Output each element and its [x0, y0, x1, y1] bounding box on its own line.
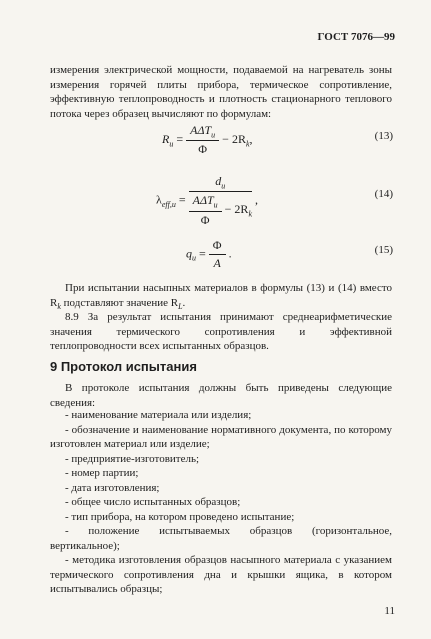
list-item: - положение испытываемых образцов (горизонтальное, вертикальное);	[50, 525, 392, 552]
equation-14: $\lambda_{eff,u}$ = $d_u$ $\frac{A\Delta T_u}{\Phi}$ − $2R_k$ , (14)	[156, 174, 393, 227]
list-item: - предприятие-изготовитель;	[65, 452, 200, 465]
list-item: - наименование материала или изделия;	[65, 409, 252, 421]
equation-15-number: (15)	[374, 244, 393, 256]
list-item: - тип прибора, на котором проведено испытание;	[65, 510, 295, 523]
section-intro: В протоколе испытания должны быть приведены следующие сведения:	[50, 382, 392, 409]
equation-15: $q_u$ = $\frac{\Phi}{A}$ . (15)	[186, 238, 393, 270]
equation-13-fraction: $\frac{A\Delta T_u}{\Phi}$	[186, 123, 219, 157]
equation-15-fraction: $\frac{\Phi}{A}$	[209, 238, 226, 271]
list-item: - общее число испытанных образцов;	[65, 496, 241, 508]
equation-13: $R_u$ = $\frac{A\Delta T_u}{\Phi}$ − $2R_k$, (13)	[162, 123, 393, 157]
list-item: - обозначение и наименование нормативного документа, по которому изготовлен материал или изделие;	[50, 423, 392, 450]
equation-13-number: (13)	[374, 130, 393, 142]
list-item: - дата изготовления;	[65, 481, 160, 494]
report-items-list	[50, 408, 392, 597]
paragraph-8-9: 8.9 За результат испытания принимают среднеарифметические значения термического сопротивления и эффективной теплопроводности всех испытанных образцов.	[50, 311, 392, 352]
bulk-materials-paragraph: При испытании насыпных материалов в формулы (13) и (14) вместо $R_k$ подставляют значение $R_L$.	[50, 282, 392, 311]
intro-paragraph: измерения электрической мощности, подаваемой на нагреватель зоны измерения горячей плиты прибора, термическое сопротивление, эффективную теплопроводность и плотность стационарного теплового потока через образец вычисляют по формулам:	[50, 64, 392, 120]
page-number: 11	[384, 605, 395, 617]
section-title: 9 Протокол испытания	[50, 359, 197, 374]
list-item: - номер партии;	[65, 467, 139, 479]
equation-14-number: (14)	[374, 188, 393, 200]
list-item: - методика изготовления образцов насыпного материала с указанием термического сопротивления дна и крышки ящика, в котором испытывались образцы;	[50, 554, 392, 595]
equation-14-fraction: $d_u$ $\frac{A\Delta T_u}{\Phi}$ − $2R_k$	[189, 174, 252, 228]
document-code: ГОСТ 7076—99	[317, 31, 395, 43]
